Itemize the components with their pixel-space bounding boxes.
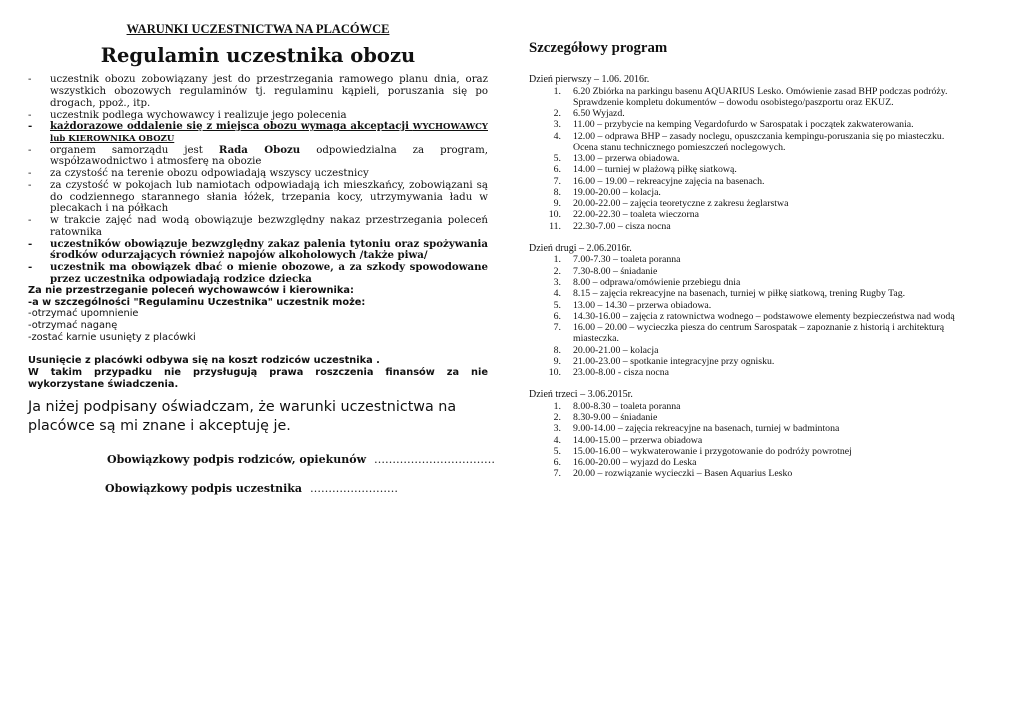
schedule-item: 1. 7.00-7.30 – toaleta poranna bbox=[553, 254, 681, 266]
schedule-item: 4. 12.00 – odprawa BHP – zasady noclegu, opuszczania kempingu-poruszania się po miasteczku. Ocena stanu technicznego pomieszczeń noclegowych. bbox=[553, 130, 945, 153]
consequences-block bbox=[28, 285, 488, 343]
rule-item: - uczestnik obozu zobowiązany jest do przestrzegania ramowego planu dnia, oraz wszystkich obozowych regulaminów tj. regulaminu kąpieli, poruszania się po drogach, ppoż., itp. bbox=[28, 74, 488, 109]
schedule-item: 6. 14.00 – turniej w plażową piłkę siatkową. bbox=[553, 164, 737, 176]
rule-tail: WYCHOWAWCY lub KIEROWNIKA OBOZU bbox=[50, 122, 488, 144]
consequence-item: -zostać karnie usunięty z placówki bbox=[28, 331, 196, 343]
rule-item: - za czystość w pokojach lub namiotach odpowiadają ich mieszkańcy, zobowiązani są do codziennego starannego słania łóżek, trzepania kocy, utrzymywania ładu w plecakach i na półkach bbox=[28, 180, 488, 215]
removal-block bbox=[28, 355, 488, 390]
schedule-item: 11. 22.30-7.00 – cisza nocna bbox=[549, 220, 671, 232]
rule-item: - uczestnik podlega wychowawcy i realizuje jego polecenia bbox=[28, 110, 488, 122]
schedule-item: 10. 23.00-8.00 - cisza nocna bbox=[548, 367, 670, 379]
schedule-item: 5. 15.00-16.00 – wykwaterowanie i przygotowanie do podróży powrotnej bbox=[553, 445, 852, 457]
schedule-item: 6. 16.00-20.00 – wyjazd do Leska bbox=[553, 457, 697, 469]
schedule-item: 7. 20.00 – rozwiązanie wycieczki – Basen Aquarius Lesko bbox=[553, 468, 793, 480]
schedule-item: 7. 16.00 – 20.00 – wycieczka piesza do centrum Sarospatak – zapoznanie z historią i architekturą miasteczka. bbox=[553, 322, 945, 345]
schedule-item: 7. 16.00 – 19.00 – rekreacyjne zajęcia na basenach. bbox=[553, 175, 765, 187]
rule-item: - za czystość na terenie obozu odpowiadają wszyscy uczestnicy bbox=[28, 168, 488, 180]
removal-line: W takim przypadku nie przysługują prawa roszczenia finansów za nie wykorzystane świadczenia. bbox=[28, 366, 488, 390]
schedule-item: 3. 9.00-14.00 – zajęcia rekreacyjne na basenach, turniej w badmintona bbox=[553, 423, 840, 435]
program-title: Szczegółowy program bbox=[529, 40, 668, 56]
schedule-item: 2. 7.30-8.00 – śniadanie bbox=[553, 265, 658, 277]
parent-signature-line[interactable]: …………………………… bbox=[374, 452, 496, 466]
schedule-list bbox=[529, 254, 969, 378]
schedule-item: 2. 6.50 Wyjazd. bbox=[553, 108, 625, 120]
consequence-item: -otrzymać upomnienie bbox=[28, 308, 139, 320]
schedule-item: 5. 13.00 – przerwa obiadowa. bbox=[553, 153, 680, 165]
main-title: Regulamin uczestnika obozu bbox=[100, 44, 416, 67]
day-heading: Dzień trzeci – 3.06.2015r. bbox=[529, 389, 633, 401]
schedule-item: 2. 8.30-9.00 – śniadanie bbox=[553, 412, 658, 424]
schedule-item: 1. 6.20 Zbiórka na parkingu basenu AQUARIUS Lesko. Omówienie zasad BHP podczas podróży. Sprawdzenie kompletu dokumentów – dowodu osobistego/paszportu oraz EKUZ. bbox=[553, 85, 948, 108]
schedule-item: 4. 14.00-15.00 – przerwa obiadowa bbox=[553, 434, 703, 446]
day-heading: Dzień pierwszy – 1.06. 2016r. bbox=[529, 74, 650, 85]
rules-list bbox=[28, 74, 488, 285]
schedule-item: 6. 14.30-16.00 – zajęcia z ratownictwa wodnego – podstawowe elementy bezpieczeństwa nad wodą bbox=[553, 310, 955, 322]
rule-item: - każdorazowe oddalenie się z miejsca obozu wymaga akceptacji WYCHOWAWCY lub KIEROWNIKA OBOZU bbox=[28, 121, 488, 145]
parent-signature-row bbox=[28, 452, 496, 466]
parent-signature-label: Obowiązkowy podpis rodziców, opiekunów bbox=[107, 452, 367, 466]
schedule-item: 9. 21.00-23.00 – spotkanie integracyjne przy ognisku. bbox=[553, 355, 775, 367]
right-column bbox=[529, 40, 969, 491]
consequences-intro: -a w szczególności "Regulaminu Uczestnika" uczestnik może: bbox=[28, 296, 366, 308]
rule-item: - uczestnik ma obowiązek dbać o mienie obozowe, a za szkody spowodowane przez uczestnika odpowiadają rodzice dziecka bbox=[28, 262, 488, 285]
day-section bbox=[529, 74, 969, 232]
participant-signature-line[interactable]: …………………… bbox=[310, 481, 399, 495]
schedule-item: 4. 8.15 – zajęcia rekreacyjne na basenach, turniej w piłkę siatkową, trening Rugby Tag. bbox=[553, 288, 906, 300]
day-heading: Dzień drugi – 2.06.2016r. bbox=[529, 242, 632, 254]
rule-item: - w trakcie zajęć nad wodą obowiązuje bezwzględny nakaz przestrzegania poleceń ratownika bbox=[28, 215, 488, 238]
day-section bbox=[529, 243, 969, 378]
consequences-heading: Za nie przestrzeganie poleceń wychowawców i kierownika: bbox=[28, 285, 354, 297]
schedule-item: 5. 13.00 – 14.30 – przerwa obiadowa. bbox=[553, 299, 712, 311]
schedule-item: 9. 20.00-22.00 – zajęcia teoretyczne z zakresu żeglarstwa bbox=[553, 198, 789, 210]
rule-item: - uczestników obowiązuje bezwzględny zakaz palenia tytoniu oraz spożywania środków odurzających również napojów alkoholowych /także piwa/ bbox=[28, 239, 488, 262]
schedule-item: 8. 19.00-20.00 – kolacja. bbox=[553, 186, 661, 198]
schedule-item: 3. 11.00 – przybycie na kemping Vegardofurdo w Sarospatak i początek zakwaterowania. bbox=[553, 119, 914, 131]
section-title: WARUNKI UCZESTNICTWA NA PLACÓWCE bbox=[126, 22, 390, 36]
rule-item: - organem samorządu jest Rada Obozu odpowiedzialna za program, współzawodnictwo i atmosferę na obozie bbox=[28, 145, 488, 168]
schedule-item: 10. 22.00-22.30 – toaleta wieczorna bbox=[548, 209, 699, 221]
participant-signature-label: Obowiązkowy podpis uczestnika bbox=[105, 481, 303, 495]
schedule-list bbox=[529, 86, 969, 232]
schedule-item: 1. 8.00-8.30 – toaleta poranna bbox=[553, 400, 681, 412]
consequence-item: -otrzymać naganę bbox=[28, 320, 118, 332]
day-section bbox=[529, 389, 969, 479]
schedule-list bbox=[529, 401, 969, 480]
removal-line: Usunięcie z placówki odbywa się na koszt rodziców uczestnika . bbox=[28, 355, 380, 367]
schedule-item: 3. 8.00 – odprawa/omówienie przebiegu dnia bbox=[553, 276, 741, 288]
left-column bbox=[28, 22, 496, 495]
participant-signature-row bbox=[28, 482, 488, 495]
rule-strong: Rada Obozu bbox=[218, 143, 301, 156]
declaration: Ja niżej podpisany oświadczam, że warunki uczestnictwa na placówce są mi znane i akceptuję je. bbox=[28, 399, 457, 434]
schedule-item: 8. 20.00-21.00 – kolacja bbox=[553, 344, 659, 356]
